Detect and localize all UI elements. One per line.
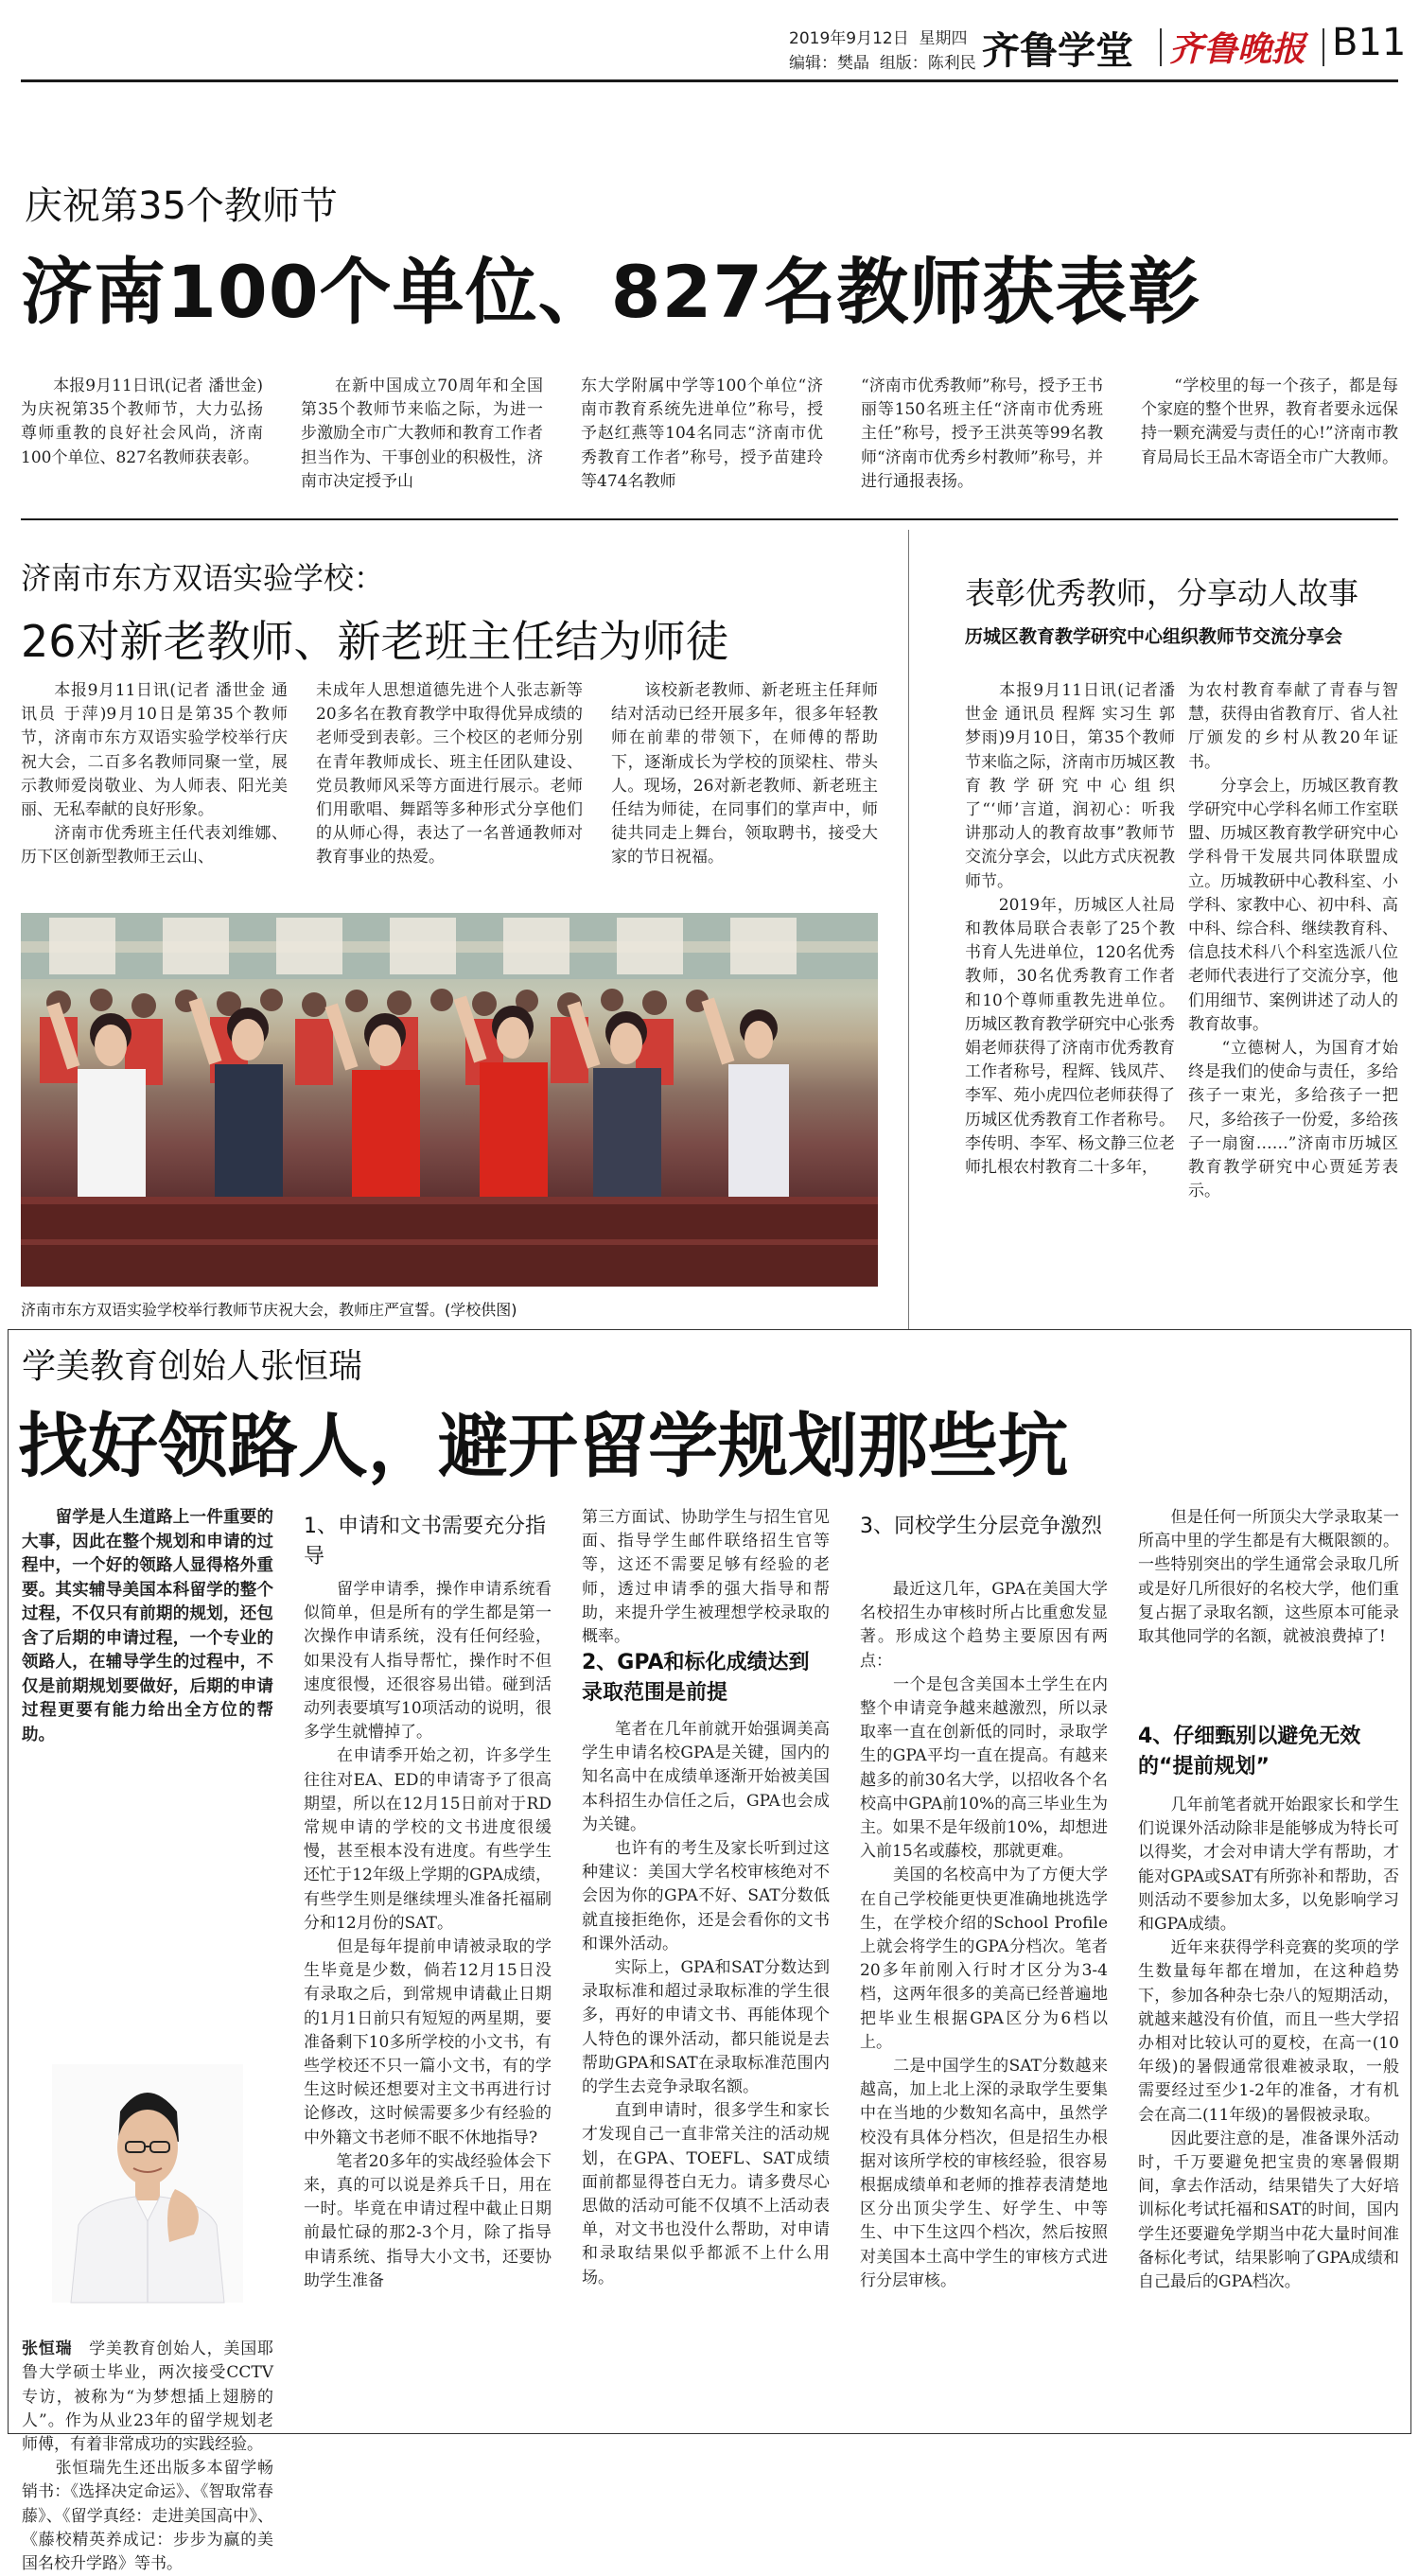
ceremony-photo — [21, 913, 878, 1287]
article-column: 为农村教育奉献了青春与智慧，获得由省教育厅、省人社厅颁发的乡村从教20年证书。 分享会上，历城区教育教学研究中心学科名师工作室联盟、历城区教育教学研究中心学科骨干发展共同体联盟成立。历城教研中心教科室、小学科、家教中心、初中科、高中科、综合科、继续教育科、信息技术科八个科室选派八位老师代表进行了交流分享，他们用细节、案例讲述了动人的教育故事。 “立德树人，为国育才始终是我们的使命与责任，多给孩子一束光，多给孩子一把尺，多给孩子一份爱，多给孩子一扇窗……”济南市历城区教育教学研究中心贾延芳表示。 — [1188, 681, 1398, 1201]
newspaper-logo: 齐鲁晚报 — [1169, 29, 1306, 69]
section-name: 齐鲁学堂 — [982, 29, 1133, 73]
photo-caption: 济南市东方双语实验学校举行教师节庆祝大会，教师庄严宣誓。(学校供图) — [21, 1301, 517, 1319]
editor-credit: 编辑：樊晶 — [789, 54, 869, 73]
article-column: 但是任何一所顶尖大学录取某一所高中里的学生都是有大概限额的。一些特别突出的学生通常会录取几所或是好几所很好的名校大学，他们重复占据了录取名额，这些原本可能录取其他同学的名额，就被浪费掉了! — [1138, 1508, 1399, 1647]
article-column: 本报9月11日讯(记者 潘世金 通讯员 于萍)9月10日是第35个教师节，济南市东方双语实验学校举行庆祝大会，二百多名教师同聚一堂，展示教师爱岗敬业、为人师表、阳光美丽、无私奉献的良好形象。 济南市优秀班主任代表刘维娜、历下区创新型教师王云山、 — [21, 681, 288, 867]
article-subhead: 历城区教育教学研究中心组织教师节交流分享会 — [965, 626, 1343, 647]
photo-illustration — [21, 913, 878, 1287]
article-column: 该校新老教师、新老班主任拜师结对活动已经开展多年，很多年轻教师在前辈的带领下，在师傅的帮助下，逐渐成长为学校的顶梁柱、带头人。现场，26对新老教师、新老班主任结为师徒，在同事们的掌声中，师徒共同走上舞台，领取聘书，接受大家的节日祝福。 — [611, 681, 878, 867]
article-column: 最近这几年，GPA在美国大学名校招生办审核时所占比重愈发显著。形成这个趋势主要原因有两点： 一个是包含美国本土学生在内整个申请竞争越来越激烈，所以录取率一直在创新低的同时，录取学生的GPA平均一直在提高。有越来越多的前30名大学，以招收各个名校高中GPA前10%的高三毕业生为主。如果不是年级前10%，却想进入前15名或藤校，那就更难。 美国的名校高中为了方便大学在自己学校能更快更准确地挑选学生，在学校介绍的School Profile上就会将学生的GPA分档次。笔者20多年前刚入行时才区分为3-4档，这两年很多的美高已经普遍地把毕业生根据GPA区分为6档以上。 二是中国学生的SAT分数越来越高，加上北上深的录取学生要集中在当地的少数知名高中，虽然学校没有具体分档次，但是招生办根据对该所学校的审核经验，很容易根据成绩单和老师的推荐表清楚地区分出顶尖学生、好学生、中等生、中下生这四个档次，然后按照对美国本土高中学生的审核方式进行分层审核。 — [860, 1580, 1108, 2290]
founder-name: 张恒瑞 — [22, 2339, 73, 2359]
article-column: “学校里的每一个孩子，都是每个家庭的整个世界，教育者要永远保持一颗充满爱与责任的心!”济南市教育局局长王品木寄语全市广大教师。 — [1141, 377, 1398, 467]
section-heading-3: 3、同校学生分层竞争激烈 — [860, 1515, 1102, 1538]
section-heading-4: 4、仔细甄别以避免无效的“提前规划” — [1138, 1725, 1361, 1779]
article-column: 未成年人思想道德先进个人张志新等20多名在教育教学中取得优异成绩的老师受到表彰。三个校区的老师分别在青年教师成长、班主任团队建设、党员教师风采等方面进行展示。老师们用歌唱、舞蹈等多种形式分享他们的从师心得，表达了一名普通教师对教育事业的热爱。 — [316, 681, 583, 867]
masthead — [0, 0, 1419, 85]
article-headline: 找好领路人，避开留学规划那些坑 — [18, 1406, 1068, 1487]
founder-portrait — [52, 2064, 243, 2303]
article-column: 几年前笔者就开始跟家长和学生们说课外活动除非是能够成为特长可以得奖，才会对申请大学有帮助，才能对GPA或SAT有所弥补和帮助，否则活动不要参加太多，以免影响学习和GPA成绩。 近年来获得学科竞赛的奖项的学生数量每年都在增加，在这种趋势下，参加各种杂七杂八的短期活动，就越来越没有价值，而且一些大学招办相对比较认可的夏校，在高一(10年级)的暑假通常很难被录取，一般需要经过至少1-2年的准备，才有机会在高二(11年级)的暑假被录取。 因此要注意的是，准备课外活动时，千万要避免把宝贵的寒暑假期间，拿去作活动，结果错失了大好培训标化考试托福和SAT的时间，国内学生还要避免学期当中花大量时间准备标化考试，结果影响了GPA成绩和自己最后的GPA档次。 — [1138, 1796, 1399, 2292]
issue-date: 2019年9月12日 — [789, 29, 909, 48]
article-headline: 表彰优秀教师，分享动人故事 — [965, 575, 1359, 611]
advertorial-study-abroad — [8, 1329, 1411, 2574]
article-headline: 26对新老教师、新老班主任结为师徒 — [21, 616, 729, 667]
article-kicker: 济南市东方双语实验学校： — [21, 560, 385, 596]
issue-weekday: 星期四 — [919, 29, 968, 48]
article-mentor-pairing — [0, 530, 908, 1329]
article-column: “济南市优秀教师”称号，授予王书丽等150名班主任“济南市优秀班主任”称号，授予王洪英等99名教师“济南市优秀乡村教师”称号，并进行通报表扬。 — [861, 377, 1103, 491]
article-headline: 济南100个单位、827名教师获表彰 — [21, 250, 1201, 334]
founder-bio — [22, 2314, 274, 2574]
masthead-divider — [1160, 28, 1162, 66]
article-column: 在新中国成立70周年和全国第35个教师节来临之际，为进一步激励全市广大教师和教育工作者担当作为、干事创业的积极性，济南市决定授予山 — [301, 377, 543, 491]
article-kicker: 庆祝第35个教师节 — [25, 184, 338, 228]
article-column: 第三方面试、协助学生与招生官见面、指导学生邮件联络招生官等等，这还不需要足够有经验的老师，透过申请季的强大指导和帮助，来提升学生被理想学校录取的概率。 — [582, 1508, 830, 1647]
article-licheng-sharing — [908, 530, 1419, 1329]
article-kicker: 学美教育创始人张恒瑞 — [22, 1347, 363, 1386]
section-divider — [21, 518, 1398, 520]
page-number: B11 — [1332, 21, 1407, 64]
section-heading-2: 2、GPA和标化成绩达到录取范围是前提 — [582, 1651, 810, 1705]
masthead-rule — [21, 79, 1398, 82]
article-column: 本报9月11日讯(记者 潘世金)为庆祝第35个教师节，大力弘扬尊师重教的良好社会风尚，济南100个单位、827名教师获表彰。 — [21, 377, 263, 467]
article-column: 留学申请季，操作申请系统看似简单，但是所有的学生都是第一次操作申请系统，没有任何经验，如果没有人指导帮忙，操作时不但速度很慢，还很容易出错。碰到活动列表要填写10项活动的说明，很多学生就懵掉了。 在申请季开始之初，许多学生往往对EA、ED的申请寄予了很高期望，所以在12月15日前对于RD常规申请的学校的文书进度很缓慢，甚至根本没有进度。有些学生还忙于12年级上学期的GPA成绩，有些学生则是继续埋头准备托福刷分和12月份的SAT。 但是每年提前申请被录取的学生毕竟是少数，倘若12月15日没有录取之后，到常规申请截止日期的1月1日前只有短短的两星期，要准备剩下10多所学校的小文书，有些学校还不只一篇小文书，有的学生这时候还想要对主文书再进行讨论修改，这时候需要多少有经验的中外籍文书老师不眠不休地指导? 笔者20多年的实战经验体会下来，真的可以说是养兵千日，用在一时。毕竟在申请过程中截止日期前最忙碌的那2-3个月，除了指导申请系统、指导大小文书，还要协助学生准备 — [304, 1580, 552, 2290]
founder-bio-text: 学美教育创始人，美国耶鲁大学硕士毕业，两次接受CCTV专访，被称为“为梦想插上翅膀的人”。作为从业23年的留学规划老师傅，有着非常成功的实践经验。 张恒瑞先生还出版多本留学畅销书：《选择决定命运》、《智取常春藤》、《留学真经：走进美国高中》、《藤校精英养成记：步步为赢的美国名校升学路》等书。 — [22, 2339, 274, 2574]
article-teachers-day-awards — [0, 151, 1419, 530]
masthead-divider-2 — [1323, 28, 1324, 66]
article-column: 本报9月11日讯(记者潘世金 通讯员 程辉 实习生 郭梦雨)9月10日，第35个教师节来临之际，济南市历城区教育教学研究中心组织了“‘师’言道，润初心：听我讲那动人的教育故事”教师节交流分享会，以此方式庆祝教师节。 2019年，历城区人社局和教体局联合表彰了25个教书育人先进单位，120名优秀教师，30名优秀教育工作者和10个尊师重教先进单位。历城区教育教学研究中心张秀娟老师获得了济南市优秀教育工作者称号，程辉、钱凤芹、李军、苑小虎四位老师获得了历城区优秀教育工作者称号。李传明、李军、杨文静三位老师扎根农村教育二十多年， — [965, 681, 1175, 1178]
lead-paragraph: 留学是人生道路上一件重要的大事，因此在整个规划和申请的过程中，一个好的领路人显得格外重要。其实辅导美国本科留学的整个过程，不仅只有前期的规划，还包含了后期的申请过程，一个专业的领路人，在辅导学生的过程中，不仅是前期规划要做好，后期的申请过程更要有能力给出全方位的帮助。 — [22, 1508, 273, 1744]
article-column: 东大学附属中学等100个单位“济南市教育系统先进单位”称号，授予赵红燕等104名同志“济南市优秀教育工作者”称号，授予苗建玲等474名教师 — [581, 377, 823, 491]
section-heading-1: 1、申请和文书需要充分指导 — [304, 1515, 546, 1568]
article-column: 笔者在几年前就开始强调美高学生申请名校GPA是关键，国内的知名高中在成绩单逐渐开始被美国本科招生办信任之后，GPA也会成为关键。 也许有的考生及家长听到过这种建议：美国大学名校审核绝对不会因为你的GPA不好、SAT分数低就直接拒绝你，还是会看你的文书和课外活动。 实际上，GPA和SAT分数达到录取标准和超过录取标准的学生很多，再好的申请文书、再能体现个人特色的课外活动，都只能说是去帮助GPA和SAT在录取标准范围内的学生去竞争录取名额。 直到申请时，很多学生和家长才发现自己一直非常关注的活动规划，在GPA、TOEFL、SAT成绩面前都显得苍白无力。请多费尽心思做的活动可能不仅填不上活动表单，对文书也没什么帮助，对申请和录取结果似乎都派不上什么用场。 — [582, 1720, 830, 2287]
layout-credit: 组版：陈利民 — [879, 54, 976, 73]
portrait-illustration — [52, 2064, 243, 2303]
